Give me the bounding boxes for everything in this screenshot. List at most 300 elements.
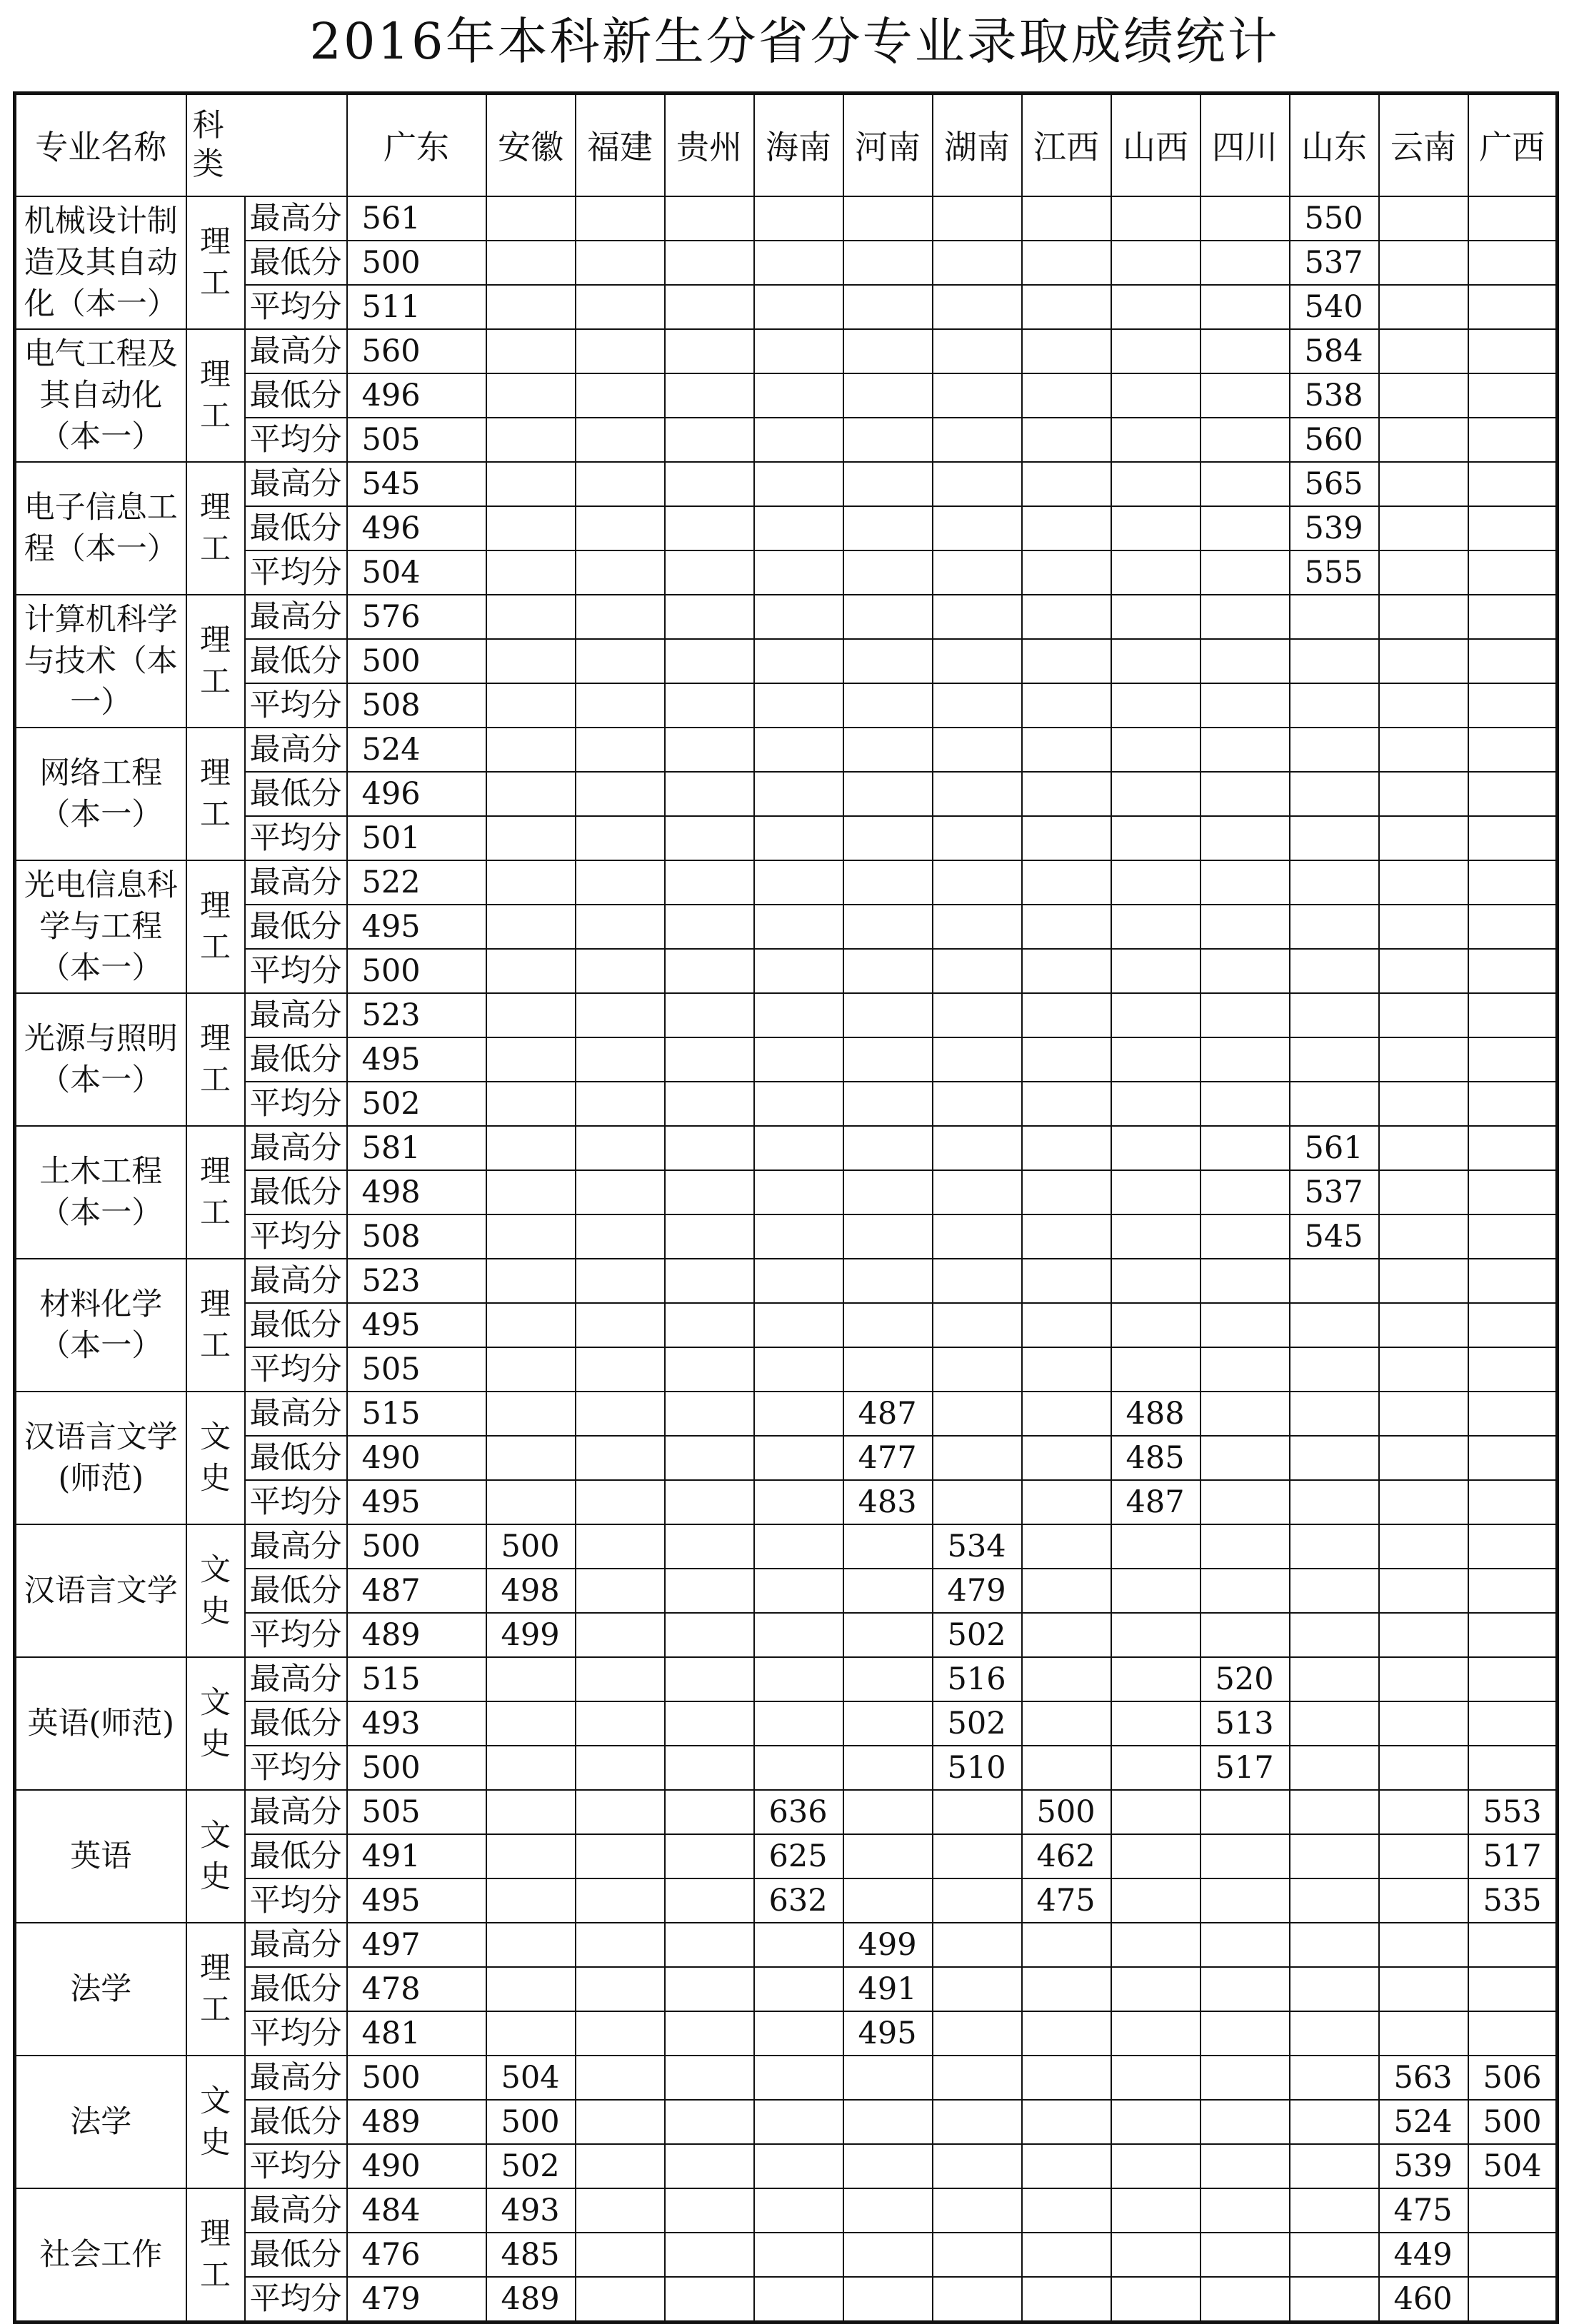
score-cell [1022, 550, 1111, 595]
score-cell: 475 [1379, 2188, 1468, 2233]
score-cell [1111, 2011, 1200, 2056]
score-cell [1379, 1746, 1468, 1790]
header-province: 广西 [1468, 94, 1558, 196]
score-cell [486, 639, 576, 683]
score-cell [1290, 1834, 1379, 1878]
score-cell [1468, 1923, 1558, 1967]
stat-label: 最高分 [245, 1392, 347, 1436]
score-cell: 491 [347, 1834, 486, 1878]
score-cell [1022, 506, 1111, 550]
score-cell [576, 550, 665, 595]
score-cell [576, 373, 665, 418]
header-province: 山东 [1290, 94, 1379, 196]
major-category [186, 728, 245, 860]
score-cell [1022, 2100, 1111, 2144]
score-cell [665, 595, 754, 639]
score-cell: 505 [347, 1347, 486, 1392]
table-row [15, 1923, 1558, 1967]
score-cell [1290, 2277, 1379, 2323]
score-cell [1111, 728, 1200, 772]
score-cell [933, 373, 1022, 418]
score-cell [754, 1082, 843, 1126]
score-cell [576, 639, 665, 683]
score-cell [1290, 2144, 1379, 2188]
score-cell [1111, 2056, 1200, 2100]
score-cell [486, 506, 576, 550]
score-cell [754, 506, 843, 550]
score-cell [576, 2144, 665, 2188]
score-cell [1022, 1569, 1111, 1613]
score-cell [933, 1923, 1022, 1967]
score-cell [486, 329, 576, 373]
stat-label: 最低分 [245, 1834, 347, 1878]
major-category-label: 理工 [200, 622, 231, 700]
score-cell [486, 373, 576, 418]
major-category-label: 文史 [200, 1817, 231, 1895]
table-row [15, 1480, 1558, 1524]
score-cell [1111, 1657, 1200, 1701]
major-category-label: 理工 [200, 1950, 231, 2028]
score-cell [1468, 550, 1558, 595]
score-cell [1111, 2188, 1200, 2233]
score-cell [665, 2233, 754, 2277]
score-cell [665, 1480, 754, 1524]
score-cell [1468, 1701, 1558, 1746]
score-cell [1200, 772, 1290, 816]
score-cell: 498 [486, 1569, 576, 1613]
score-cell [1111, 329, 1200, 373]
score-cell [1290, 1037, 1379, 1082]
score-cell [1468, 1480, 1558, 1524]
score-cell [1290, 2100, 1379, 2144]
table-row [15, 1347, 1558, 1392]
score-cell [1111, 595, 1200, 639]
score-cell: 505 [347, 1790, 486, 1834]
score-cell [933, 285, 1022, 329]
score-cell [1468, 1392, 1558, 1436]
page-title: 2016年本科新生分省分专业录取成绩统计 [309, 12, 1280, 71]
score-cell [1379, 1082, 1468, 1126]
score-cell [1200, 1259, 1290, 1303]
score-cell: 460 [1379, 2277, 1468, 2323]
score-cell: 488 [1111, 1392, 1200, 1436]
score-cell [933, 1347, 1022, 1392]
score-cell [1022, 1214, 1111, 1259]
score-cell [754, 595, 843, 639]
table-row [15, 1259, 1558, 1303]
score-cell: 515 [347, 1392, 486, 1436]
score-cell [1468, 905, 1558, 949]
score-cell [486, 1392, 576, 1436]
score-cell: 581 [347, 1126, 486, 1170]
stat-label: 最低分 [245, 1037, 347, 1082]
stat-label: 最低分 [245, 2100, 347, 2144]
score-cell [1290, 1303, 1379, 1347]
score-cell [1379, 1524, 1468, 1569]
score-cell [1200, 1878, 1290, 1923]
score-cell [1379, 196, 1468, 241]
score-cell [1111, 905, 1200, 949]
major-category-label: 理工 [200, 1153, 231, 1231]
score-cell [486, 683, 576, 728]
stat-label: 平均分 [245, 1480, 347, 1524]
major-name: 法学 [15, 2056, 186, 2188]
stat-label: 最高分 [245, 1126, 347, 1170]
stat-label: 最高分 [245, 595, 347, 639]
major-category-label: 理工 [200, 1286, 231, 1364]
score-cell [754, 1657, 843, 1701]
score-cell [843, 1126, 933, 1170]
score-cell: 483 [843, 1480, 933, 1524]
stat-label: 最高分 [245, 1790, 347, 1834]
score-cell [754, 462, 843, 506]
score-cell [576, 1923, 665, 1967]
score-cell [1111, 506, 1200, 550]
score-cell: 495 [843, 2011, 933, 2056]
score-cell [1022, 993, 1111, 1037]
stat-label: 最高分 [245, 196, 347, 241]
major-category-label: 理工 [200, 1020, 231, 1098]
score-cell [843, 1347, 933, 1392]
major-category [186, 993, 245, 1126]
stat-label: 平均分 [245, 285, 347, 329]
table-row [15, 2011, 1558, 2056]
table-row [15, 728, 1558, 772]
score-cell [1200, 2188, 1290, 2233]
score-cell: 501 [347, 816, 486, 860]
score-cell: 523 [347, 993, 486, 1037]
score-cell [1200, 1524, 1290, 1569]
score-cell [576, 1303, 665, 1347]
score-cell [486, 1878, 576, 1923]
score-cell [933, 2144, 1022, 2188]
major-category [186, 196, 245, 329]
major-category [186, 1126, 245, 1259]
score-cell [1111, 683, 1200, 728]
score-cell [1022, 373, 1111, 418]
score-cell [665, 1923, 754, 1967]
score-cell [843, 1701, 933, 1746]
score-cell [665, 550, 754, 595]
score-cell [1379, 241, 1468, 285]
score-cell [1111, 1170, 1200, 1214]
score-cell [933, 2188, 1022, 2233]
table-row [15, 1214, 1558, 1259]
major-category-label: 理工 [200, 887, 231, 965]
score-cell: 539 [1290, 506, 1379, 550]
score-cell [1200, 550, 1290, 595]
admission-score-table [13, 91, 1559, 2324]
score-cell: 632 [754, 1878, 843, 1923]
score-cell [1022, 772, 1111, 816]
score-cell [1379, 1790, 1468, 1834]
score-cell [665, 1569, 754, 1613]
score-cell [1200, 1613, 1290, 1657]
score-cell [1200, 639, 1290, 683]
stat-label: 平均分 [245, 550, 347, 595]
score-cell [1468, 462, 1558, 506]
score-cell [1200, 1923, 1290, 1967]
score-cell: 508 [347, 1214, 486, 1259]
header-province: 四川 [1200, 94, 1290, 196]
table-row [15, 2233, 1558, 2277]
score-cell [1200, 1303, 1290, 1347]
score-cell [665, 1967, 754, 2011]
score-cell [843, 506, 933, 550]
score-cell [843, 949, 933, 993]
score-cell: 524 [347, 728, 486, 772]
score-cell: 537 [1290, 1170, 1379, 1214]
score-cell [754, 905, 843, 949]
score-cell [1468, 1082, 1558, 1126]
score-cell [1200, 2100, 1290, 2144]
score-cell: 485 [486, 2233, 576, 2277]
score-cell: 502 [933, 1701, 1022, 1746]
score-cell: 516 [933, 1657, 1022, 1701]
table-row [15, 196, 1558, 241]
score-cell: 500 [1022, 1790, 1111, 1834]
score-cell [1022, 329, 1111, 373]
score-cell [1111, 1701, 1200, 1746]
score-cell: 523 [347, 1259, 486, 1303]
score-cell: 489 [347, 2100, 486, 2144]
score-cell [933, 2277, 1022, 2323]
stat-label: 最低分 [245, 506, 347, 550]
score-cell [754, 816, 843, 860]
score-cell [486, 1170, 576, 1214]
score-cell [1022, 949, 1111, 993]
score-cell [754, 1259, 843, 1303]
score-cell [1379, 1347, 1468, 1392]
score-cell [486, 1657, 576, 1701]
header-province: 贵州 [665, 94, 754, 196]
score-cell: 462 [1022, 1834, 1111, 1878]
score-cell [843, 1259, 933, 1303]
score-cell [843, 1613, 933, 1657]
score-cell [1200, 860, 1290, 905]
stat-label: 平均分 [245, 2011, 347, 2056]
major-category-label: 文史 [200, 1551, 231, 1629]
table-row [15, 1037, 1558, 1082]
score-cell: 504 [347, 550, 486, 595]
score-cell: 576 [347, 595, 486, 639]
major-category-label: 文史 [200, 2083, 231, 2160]
score-cell [1200, 1392, 1290, 1436]
score-cell [1379, 1967, 1468, 2011]
score-cell [1200, 728, 1290, 772]
score-cell [576, 728, 665, 772]
table-row [15, 639, 1558, 683]
header-province: 湖南 [933, 94, 1022, 196]
score-cell [933, 2056, 1022, 2100]
score-cell [933, 1967, 1022, 2011]
score-cell [1290, 2011, 1379, 2056]
score-cell [843, 373, 933, 418]
score-cell [933, 1214, 1022, 1259]
score-cell [1468, 418, 1558, 462]
score-cell [843, 1790, 933, 1834]
score-cell [1379, 1436, 1468, 1480]
score-cell: 510 [933, 1746, 1022, 1790]
score-cell [1022, 196, 1111, 241]
score-cell [754, 285, 843, 329]
score-cell [665, 241, 754, 285]
score-cell [1290, 1746, 1379, 1790]
score-cell [1200, 993, 1290, 1037]
score-cell [1022, 2011, 1111, 2056]
score-cell [843, 595, 933, 639]
score-cell [1290, 1657, 1379, 1701]
score-cell: 502 [486, 2144, 576, 2188]
score-cell [486, 1214, 576, 1259]
score-cell [1468, 373, 1558, 418]
score-cell [1379, 329, 1468, 373]
score-cell [843, 1214, 933, 1259]
score-cell [933, 772, 1022, 816]
score-cell [1200, 816, 1290, 860]
major-category-label: 理工 [200, 755, 231, 832]
score-cell [1290, 993, 1379, 1037]
score-cell [1200, 1347, 1290, 1392]
score-cell [754, 949, 843, 993]
score-cell [665, 1834, 754, 1878]
score-cell [843, 550, 933, 595]
stat-label: 最低分 [245, 772, 347, 816]
score-cell [1379, 1259, 1468, 1303]
score-cell [1468, 1347, 1558, 1392]
score-cell [843, 1524, 933, 1569]
score-cell [754, 2233, 843, 2277]
score-cell [1200, 1569, 1290, 1613]
score-cell [933, 1170, 1022, 1214]
score-cell [1022, 462, 1111, 506]
score-cell [1111, 1347, 1200, 1392]
stat-label: 平均分 [245, 1082, 347, 1126]
score-cell [576, 595, 665, 639]
score-cell [1379, 1657, 1468, 1701]
score-cell [1290, 1347, 1379, 1392]
major-category [186, 1657, 245, 1790]
table-row [15, 2188, 1558, 2233]
score-cell: 636 [754, 1790, 843, 1834]
score-cell: 504 [486, 2056, 576, 2100]
stat-label: 最低分 [245, 2233, 347, 2277]
score-cell [1468, 1569, 1558, 1613]
score-cell [933, 196, 1022, 241]
score-cell [576, 2188, 665, 2233]
score-cell: 499 [843, 1923, 933, 1967]
score-cell [843, 1569, 933, 1613]
score-cell [754, 196, 843, 241]
score-cell [1022, 418, 1111, 462]
score-cell [933, 1436, 1022, 1480]
score-cell [486, 816, 576, 860]
table-row [15, 2100, 1558, 2144]
score-cell [1200, 1037, 1290, 1082]
score-cell [576, 860, 665, 905]
score-cell: 513 [1200, 1701, 1290, 1746]
header-province: 山西 [1111, 94, 1200, 196]
table-row [15, 1569, 1558, 1613]
stat-label: 最高分 [245, 993, 347, 1037]
score-cell [576, 905, 665, 949]
score-cell [1111, 373, 1200, 418]
score-cell [1022, 595, 1111, 639]
score-cell [1200, 329, 1290, 373]
table-row [15, 2056, 1558, 2100]
score-cell: 491 [843, 1967, 933, 2011]
header-province: 云南 [1379, 94, 1468, 196]
score-cell [843, 2233, 933, 2277]
header-row [15, 94, 1558, 196]
table-row [15, 1392, 1558, 1436]
score-cell [1468, 639, 1558, 683]
score-cell [665, 1259, 754, 1303]
score-cell [576, 1082, 665, 1126]
score-cell: 500 [486, 2100, 576, 2144]
score-cell [754, 993, 843, 1037]
score-cell [1468, 1746, 1558, 1790]
score-cell [1200, 1082, 1290, 1126]
score-cell [1022, 2144, 1111, 2188]
score-cell [1379, 728, 1468, 772]
score-cell: 545 [1290, 1214, 1379, 1259]
score-cell [1022, 860, 1111, 905]
score-cell [843, 728, 933, 772]
score-cell [843, 1878, 933, 1923]
score-cell [933, 860, 1022, 905]
score-cell [1022, 1613, 1111, 1657]
stat-label: 平均分 [245, 2144, 347, 2188]
stat-label: 最低分 [245, 905, 347, 949]
score-cell [1022, 816, 1111, 860]
header-province: 安徽 [486, 94, 576, 196]
score-cell [843, 196, 933, 241]
header-major: 专业名称 [15, 94, 186, 196]
table-row [15, 2277, 1558, 2323]
score-cell: 495 [347, 1037, 486, 1082]
score-cell: 504 [1468, 2144, 1558, 2188]
score-cell [486, 1790, 576, 1834]
major-name: 光电信息科学与工程（本一） [15, 860, 186, 993]
score-cell [1111, 2100, 1200, 2144]
score-cell [665, 1436, 754, 1480]
stat-label: 最低分 [245, 1967, 347, 2011]
table-row [15, 1790, 1558, 1834]
score-cell [754, 728, 843, 772]
score-cell [754, 1701, 843, 1746]
table-row [15, 506, 1558, 550]
score-cell [1022, 285, 1111, 329]
score-cell: 550 [1290, 196, 1379, 241]
score-cell: 493 [486, 2188, 576, 2233]
score-cell [486, 196, 576, 241]
stat-label: 最高分 [245, 1524, 347, 1569]
score-cell [1200, 1790, 1290, 1834]
score-cell: 539 [1379, 2144, 1468, 2188]
score-cell [1290, 1967, 1379, 2011]
header-province: 广东 [347, 94, 486, 196]
score-cell: 537 [1290, 241, 1379, 285]
score-cell [486, 1834, 576, 1878]
score-cell [1022, 1701, 1111, 1746]
score-cell [1379, 1613, 1468, 1657]
score-cell [1468, 2188, 1558, 2233]
score-cell [1468, 329, 1558, 373]
table-row [15, 550, 1558, 595]
score-cell [1200, 905, 1290, 949]
score-cell [1022, 1037, 1111, 1082]
